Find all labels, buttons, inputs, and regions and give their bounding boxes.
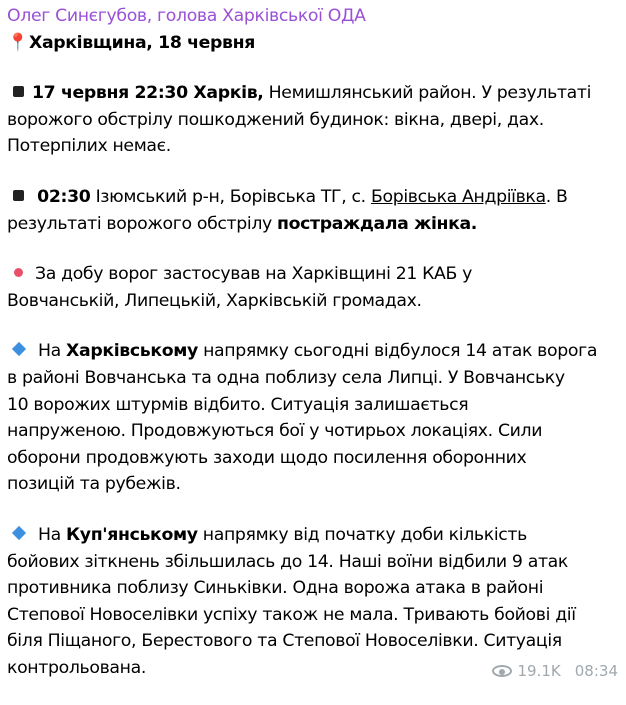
message [7, 3, 622, 705]
text: в районі Вовчанська та одна поблизу села Липці. У Вовчанську [7, 367, 565, 388]
paragraph-izium [7, 184, 622, 237]
black-square-icon [13, 86, 24, 97]
view-count: 19.1K [517, 662, 561, 680]
text: Степової Новоселівки успіху також не мала. Тривають бойові дії [7, 604, 576, 625]
timestamp: 08:34 [574, 662, 618, 680]
text: результаті ворожого обстрілу [7, 213, 278, 234]
village-link[interactable]: Борівська Андріївка [370, 186, 546, 207]
paragraph-kupiansk-direction [7, 522, 622, 682]
bold-text: 02:30 [37, 186, 91, 207]
text: позицій та рубежів. [7, 474, 181, 495]
text: противника поблизу Синьківки. Одна ворожа атака в районі [7, 578, 544, 599]
blue-diamond-icon [12, 526, 26, 540]
paragraph-kab [7, 261, 622, 314]
text: 10 ворожих штурмів відбито. Ситуація залишається [7, 394, 469, 415]
header-text: Харківщина, 18 червня [29, 32, 255, 53]
eye-icon [492, 665, 512, 677]
text: На [38, 341, 67, 362]
text: напрямку сьогодні відбулося 14 атак ворога [197, 341, 598, 362]
text: біля Піщаного, Берестового та Степової Новоселівки. Ситуація [7, 631, 562, 652]
paragraph-kharkiv-direction [7, 338, 622, 498]
red-circle-icon [14, 268, 23, 277]
text: Немишлянський район. У результаті [263, 83, 592, 104]
paragraph-kharkiv [7, 80, 622, 160]
bold-text: Куп'янському [66, 524, 198, 545]
text: На [38, 524, 67, 545]
bold-text: Харківському [66, 341, 198, 362]
author-name[interactable]: Олег Синєгубов, голова Харківської ОДА [7, 6, 366, 26]
bold-text: постраждала жінка. [277, 213, 478, 234]
blue-diamond-icon [12, 342, 26, 356]
text: Вовчанській, Липецькій, Харківській громадах. [7, 290, 422, 311]
text: За добу ворог застосував на Харківщині 21 КАБ у [35, 264, 473, 285]
text: ворожого обстрілу пошкоджений будинок: вікна, двері, дах. [7, 109, 544, 130]
header-line [7, 30, 622, 57]
bold-text: 17 червня 22:30 Харків, [32, 83, 264, 104]
text: контрольована. [7, 657, 146, 678]
text: оборони продовжують заходи щодо посилення оборонних [7, 447, 527, 468]
pin-icon: 📍 [7, 32, 29, 53]
text: Потерпілих немає. [7, 136, 171, 157]
text: Ізюмський р-н, Борівська ТГ, с. [90, 186, 371, 207]
text: напруженою. Продовжуються бої у чотирьох локаціях. Сили [7, 421, 543, 442]
text: напрямку від початку доби кількість [197, 524, 527, 545]
text: бойових зіткнень збільшилась до 14. Наші воїни відбили 9 атак [7, 551, 568, 572]
text: . В [545, 186, 568, 207]
message-meta [492, 662, 618, 680]
black-square-icon [13, 190, 24, 201]
